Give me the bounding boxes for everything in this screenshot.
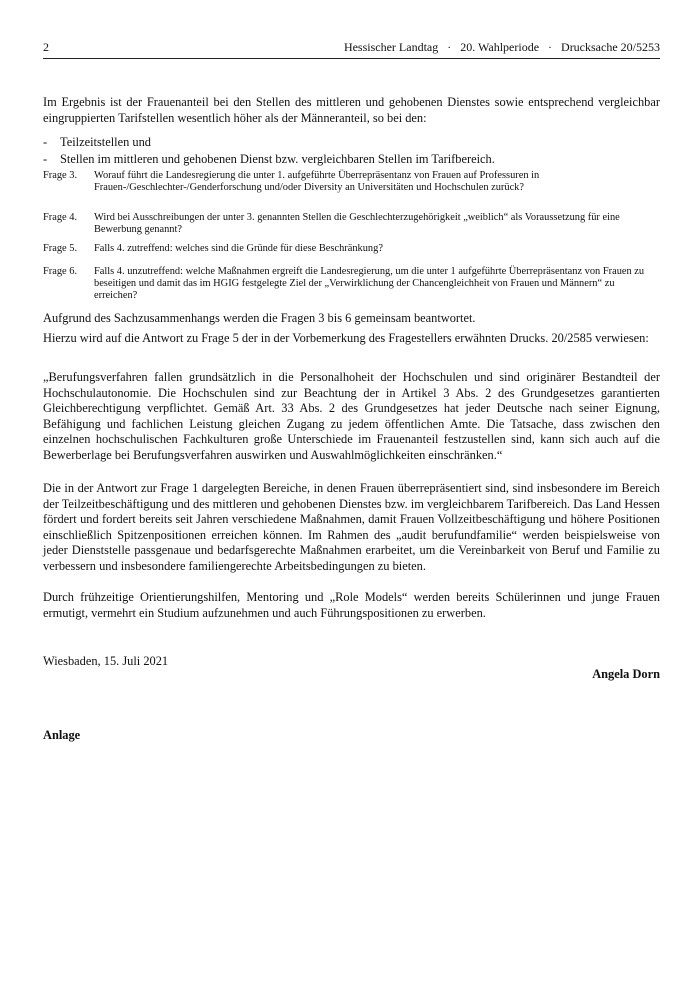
running-title: Hessischer Landtag · 20. Wahlperiode · Drucksache 20/5253 bbox=[343, 40, 660, 54]
page-number: 2 bbox=[43, 40, 49, 54]
question-text: Worauf führt die Landesregierung die unter 1. aufgeführte Überrepräsentanz von Frauen auf Professuren in Frauen-/Geschlechter-/Genderforschung und/oder Diversity an Universitäten und Hochschulen zurück? bbox=[94, 170, 540, 193]
question-5 bbox=[43, 243, 660, 255]
answer-paragraph-2: Hierzu wird auf die Antwort zu Frage 5 der in der Vorbemerkung des Fragestellers erwähnten Drucks. 20/2585 verwiesen: bbox=[43, 331, 649, 345]
question-text: Falls 4. zutreffend: welches sind die Gründe für diese Beschränkung? bbox=[94, 243, 383, 254]
question-label: Frage 5. bbox=[43, 243, 78, 254]
header-divider bbox=[43, 58, 660, 59]
answer-paragraph-5: Durch frühzeitige Orientierungshilfen, Mentoring und „Role Models“ werden bereits Schülerinnen und junge Frauen ermutigt, vermehrt ein Studium aufzunehmen und auch Führungspositionen zu erwerben. bbox=[43, 590, 660, 620]
question-label: Frage 3. bbox=[43, 170, 78, 181]
question-6 bbox=[43, 266, 660, 301]
intro-text: Im Ergebnis ist der Frauenanteil bei den Stellen des mittleren und gehobenen Dienstes sowie entsprechend vergleichbar eingruppierten Tarifstellen wesentlich höher als der Männeranteil, so bei den: bbox=[43, 95, 660, 125]
annex-heading: Anlage bbox=[43, 728, 81, 742]
question-3 bbox=[43, 170, 660, 194]
question-label: Frage 6. bbox=[43, 266, 78, 277]
closing-block bbox=[43, 654, 660, 681]
place-date: Wiesbaden, 15. Juli 2021 bbox=[43, 654, 169, 668]
intro-paragraph bbox=[43, 95, 660, 126]
question-text: Wird bei Ausschreibungen der unter 3. genannten Stellen die Geschlechterzugehörigkeit „weiblich“ als Voraussetzung für eine Bewerbung genannt? bbox=[94, 212, 620, 235]
answer-paragraph-4: Die in der Antwort zur Frage 1 dargelegten Bereiche, in denen Frauen überrepräsentiert sind, sind insbesondere im Bereich der Teilzeitbeschäftigung und des mittleren und gehobenen Dienstes bzw. im vergleichbarem Tarifbereich. Das Land Hessen fördert und fordert bereits seit Jahren verschiedene Maßnahmen, damit Frauen Vollzeitbeschäftigung und höhere Positionen einschließlich Spitzenpositionen erreichen können. Im Rahmen des „audit berufundfamilie“ werden beispielsweise von jeder Dienststelle passgenaue und bedarfsgerechte Maßnahmen erarbeitet, um die Vereinbarkeit von Beruf und Familie zu verbessern und insbesondere familiengerechte Arbeitsbedingungen zu bieten. bbox=[43, 481, 660, 573]
question-text: Falls 4. unzutreffend: welche Maßnahmen ergreift die Landesregierung, um die unter 1 aufgeführte Überrepräsentanz von Frauen zu beseitigen und damit das im HGIG festgelegte Ziel der „Verwirklichung der Chancengleichheit von Frauen und Männern“ zu erreichen? bbox=[94, 266, 645, 301]
answer-quote-paragraph: „Berufungsverfahren fallen grundsätzlich in die Personalhoheit der Hochschulen und sind originärer Bestandteil der Hochschulautonomie. Die Hochschulen sind zur Beachtung der in Artikel 3 Abs. 2 des Grundgesetzes garantierten Gleichberechtigung verpflichtet. Gemäß Art. 33 Abs. 2 des Grundgesetzes hat jeder Deutsche nach seiner Eignung, Befähigung und fachlichen Leistung gleichen Zugang zu jedem öffentlichen Amte. Die Tatsache, dass zwischen den einzelnen hochschulischen Fachkulturen große Unterschiede im Frauenanteil festzustellen sind, kann sich auch auf die Bewerberlage bei Berufungsverfahren auswirken und Auswahlmöglichkeiten einschränken.“ bbox=[43, 370, 660, 462]
list-item-text: Stellen im mittleren und gehobenen Dienst bzw. vergleichbaren Stellen im Tarifbereich. bbox=[60, 152, 495, 166]
question-label: Frage 4. bbox=[43, 212, 78, 223]
list-dash: - bbox=[43, 152, 48, 166]
signer-name: Angela Dorn bbox=[592, 667, 660, 681]
answer-paragraph-1: Aufgrund des Sachzusammenhangs werden die Fragen 3 bis 6 gemeinsam beantwortet. bbox=[43, 311, 476, 325]
list-dash: - bbox=[43, 135, 48, 149]
list-item-text: Teilzeitstellen und bbox=[60, 135, 151, 149]
question-4 bbox=[43, 212, 660, 236]
